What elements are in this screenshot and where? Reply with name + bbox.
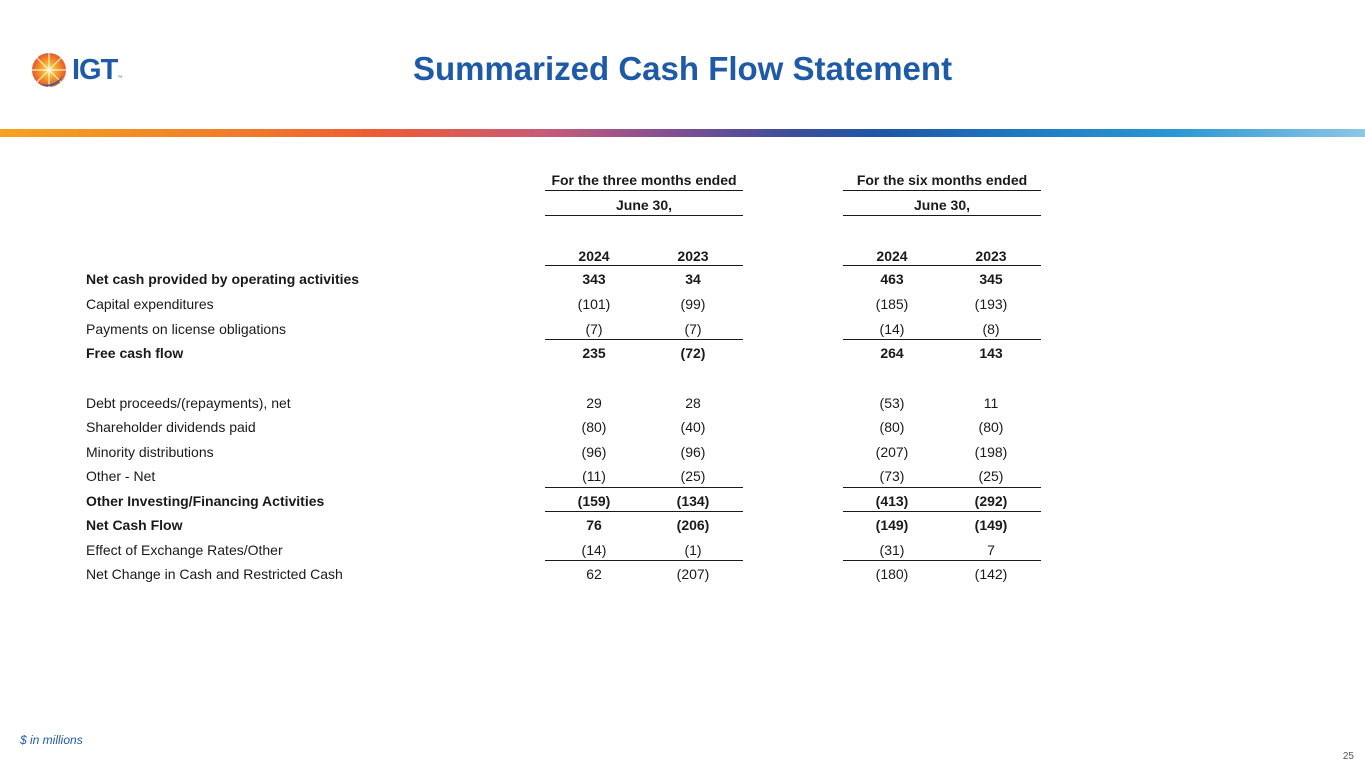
table-cell: 143 <box>979 345 1003 361</box>
row-label: Payments on license obligations <box>86 321 287 337</box>
table-cell: 463 <box>880 271 904 287</box>
year-header: 2023 <box>677 248 709 264</box>
table-cell: (7) <box>684 321 702 337</box>
header-underline <box>545 215 743 216</box>
row-label: Debt proceeds/(repayments), net <box>86 395 291 411</box>
table-cell: (1) <box>684 542 702 558</box>
table-cell: 34 <box>685 271 701 287</box>
row-label: Net cash provided by operating activities <box>86 271 360 287</box>
year-underline <box>843 265 1041 266</box>
subtotal-rule <box>545 339 743 340</box>
table-cell: (14) <box>581 542 607 558</box>
table-cell: (14) <box>879 321 905 337</box>
subtotal-rule <box>545 487 743 488</box>
table-cell: (413) <box>875 493 909 509</box>
table-cell: (80) <box>879 419 905 435</box>
header-underline <box>843 190 1041 191</box>
row-label: Other Investing/Financing Activities <box>86 493 325 509</box>
year-header: 2023 <box>975 248 1007 264</box>
table-cell: 343 <box>582 271 606 287</box>
row-label: Minority distributions <box>86 444 214 460</box>
header-underline <box>545 190 743 191</box>
year-underline <box>545 265 743 266</box>
table-cell: (207) <box>875 444 909 460</box>
row-label: Net Change in Cash and Restricted Cash <box>86 566 343 582</box>
table-cell: (292) <box>974 493 1008 509</box>
year-header: 2024 <box>876 248 908 264</box>
table-cell: (159) <box>577 493 611 509</box>
table-cell: (11) <box>582 468 606 484</box>
table-cell: (198) <box>974 444 1008 460</box>
table-cell: (73) <box>879 468 905 484</box>
table-cell: (7) <box>585 321 603 337</box>
subtotal-rule <box>843 339 1041 340</box>
page-number: 25 <box>1342 751 1354 762</box>
page-title: Summarized Cash Flow Statement <box>412 50 953 87</box>
row-label: Capital expenditures <box>86 296 214 312</box>
table-cell: (96) <box>581 444 607 460</box>
table-cell: (96) <box>680 444 706 460</box>
group-header-date: June 30, <box>913 197 971 213</box>
table-cell: (53) <box>879 395 905 411</box>
row-label: Shareholder dividends paid <box>86 419 256 435</box>
subtotal-rule <box>843 487 1041 488</box>
units-footnote: $ in millions <box>20 733 83 747</box>
table-cell: (134) <box>676 493 710 509</box>
table-cell: (31) <box>879 542 905 558</box>
table-cell: 264 <box>880 345 904 361</box>
subtotal-rule <box>545 560 743 561</box>
group-header-date: June 30, <box>615 197 673 213</box>
table-cell: (8) <box>982 321 1000 337</box>
table-cell: 62 <box>586 566 602 582</box>
table-cell: (149) <box>974 517 1008 533</box>
group-header-period: For the three months ended <box>551 172 737 188</box>
table-cell: (193) <box>974 296 1008 312</box>
table-cell: (25) <box>978 468 1004 484</box>
row-label: Other - Net <box>86 468 156 484</box>
table-cell: (149) <box>875 517 909 533</box>
table-cell: (99) <box>680 296 706 312</box>
row-label: Free cash flow <box>86 345 184 361</box>
table-cell: (80) <box>581 419 607 435</box>
table-cell: 7 <box>987 542 995 558</box>
table-cell: (40) <box>680 419 706 435</box>
table-cell: 235 <box>582 345 606 361</box>
table-cell: (101) <box>577 296 611 312</box>
decorative-color-band <box>0 129 1365 137</box>
logo-trademark: ™ <box>117 75 123 81</box>
subtotal-rule <box>843 560 1041 561</box>
table-cell: (180) <box>875 566 909 582</box>
table-cell: 28 <box>685 395 701 411</box>
subtotal-rule <box>545 511 743 512</box>
table-cell: (80) <box>978 419 1004 435</box>
table-cell: 29 <box>586 395 602 411</box>
table-cell: (72) <box>680 345 706 361</box>
table-cell: (185) <box>875 296 909 312</box>
row-label: Net Cash Flow <box>86 517 183 533</box>
table-cell: (25) <box>680 468 706 484</box>
logo-wordmark: IGT <box>72 53 118 86</box>
group-header-period: For the six months ended <box>856 172 1028 188</box>
table-cell: 76 <box>586 517 602 533</box>
table-cell: 345 <box>979 271 1003 287</box>
row-label: Effect of Exchange Rates/Other <box>86 542 283 558</box>
year-header: 2024 <box>578 248 610 264</box>
subtotal-rule <box>843 511 1041 512</box>
header-underline <box>843 215 1041 216</box>
table-cell: (142) <box>974 566 1008 582</box>
table-cell: 11 <box>983 395 999 411</box>
table-cell: (206) <box>676 517 710 533</box>
table-cell: (207) <box>676 566 710 582</box>
